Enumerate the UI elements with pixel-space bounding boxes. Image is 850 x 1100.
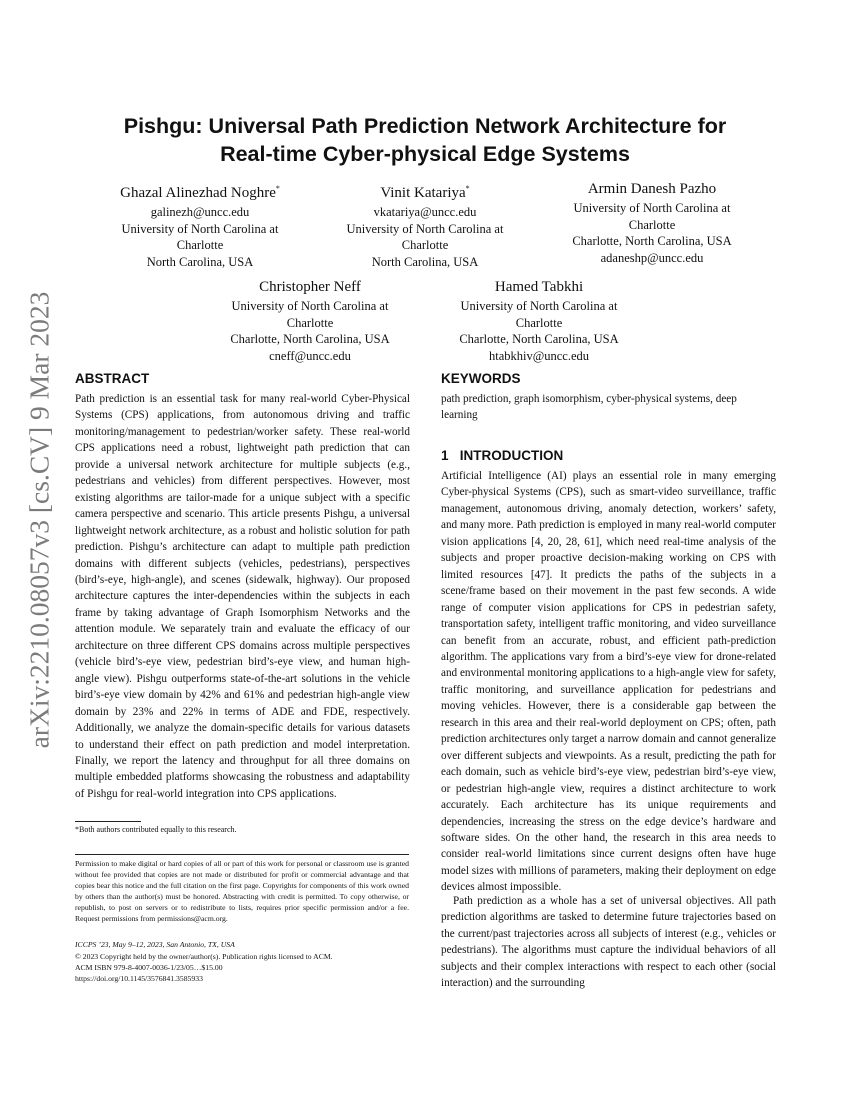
author-affiliation: University of North Carolina at (231, 299, 389, 313)
permission-notice: Permission to make digital or hard copies of all or part of this work for personal or classroom use is granted without fee provided that copies are not made or distributed for profit or commercial advantage and that copies bear this notice and the full citation on the first page. Copyrights for components of this work owned by others than the author(s) must be honored. Abstracting with credit is permitted. To copy otherwise, or republish, to post on servers or to redistribute to lists, requires prior specific permission and/or a fee. Request permissions from permissions@acm.org. (75, 859, 409, 924)
author-affiliation-cont: Charlotte (176, 238, 224, 252)
author-block-1 (90, 179, 310, 270)
isbn: ACM ISBN 979-8-4007-0036-1/23/05…$15.00 (75, 963, 223, 972)
author-affiliation-cont: Charlotte (401, 238, 449, 252)
author-affiliation: University of North Carolina at (573, 201, 731, 215)
author-block-2 (315, 179, 535, 270)
doi-link[interactable]: https://doi.org/10.1145/3576841.3585933 (75, 974, 203, 983)
introduction-paragraph-2: Path prediction as a whole has a set of universal objectives. All path prediction algorithms are tasked to determine future trajectories based on the current/past trajectories across all subjects of interest (e.g., vehicles or pedestrians). The algorithms must capture the individual behaviors of all subjects and their complex interactions with respect to each other (social interaction) and the surrounding (441, 895, 776, 990)
arxiv-sidebar-stamp (14, 290, 64, 750)
equal-contribution-footnote: *Both authors contributed equally to this research. (75, 825, 237, 834)
author-location: Charlotte, North Carolina, USA (230, 332, 390, 346)
introduction-paragraph-1: Artificial Intelligence (AI) plays an essential role in many emerging Cyber-physical Systems (CPS), such as smart-video surveillance, traffic management, autonomous driving, anomaly detection, workers’ safety, and many more. Path prediction is employed in many real-world computer vision applications [4, 20, 28, 61], which need real-time analysis of the subjects and proper proactive decision-making working on CPS with limited resources [47]. It predicts the paths of the subjects in a scene/frame based on their movement in the past few seconds. A wide range of computer vision applications for CPS in pedestrian safety, transportation safety, intelligent traffic monitoring, and video surveillance can benefit from an accurate, robust, and efficient path-prediction algorithm. The applications vary from a bird’s-eye view for drone-related and environmental monitoring applications to a high-angle view for safety, traffic monitoring, and surveillance application for pedestrians and moving vehicles. However, there is a considerable gap between the research in this area and their real-world deployment on CPS; often, path prediction architectures only target a narrow domain and cannot generalize over different subjects and viewpoints. As a result, predicting the path for each domain, such as vehicle bird’s-eye view, pedestrian bird’s-eye view, or pedestrian high-angle view, requires a distinct architecture to work accurately. Each architecture has its unique requirements and dependencies, increasing the stress on the edge device’s hardware and software sides. On the other hand, the research in this area needs to consider real-world limitations since current designs often have huge model sizes with millions of parameters, making their deployment on edge devices almost impossible. (441, 470, 776, 894)
title-line-2: Real-time Cyber-physical Edge Systems (220, 142, 630, 166)
author-email: vkatariya@uncc.edu (373, 205, 477, 219)
author-affiliation: University of North Carolina at (346, 221, 504, 236)
author-affiliation-cont: Charlotte (628, 217, 676, 232)
author-email: cneff@uncc.edu (269, 348, 351, 363)
author-email: galinezh@uncc.edu (150, 205, 250, 219)
keywords-heading: KEYWORDS (441, 371, 521, 386)
author-affiliation-cont: Charlotte (515, 315, 563, 330)
footnote-rule (75, 821, 141, 822)
author-name: Christopher Neff (259, 279, 361, 295)
author-name: Hamed Tabkhi (494, 279, 584, 295)
author-block-3 (542, 179, 762, 266)
author-block-5 (429, 277, 649, 364)
author-block-4 (200, 277, 420, 364)
author-location: North Carolina, USA (146, 254, 254, 269)
keywords-text: path prediction, graph isomorphism, cyber-physical systems, deep learning (441, 393, 737, 422)
author-name: Vinit Katariya* (380, 184, 470, 201)
arxiv-identifier: arXiv:2210.08057v3 [cs.CV] 9 Mar 2023 (23, 291, 54, 749)
author-email: adaneshp@uncc.edu (600, 250, 704, 265)
author-name: Ghazal Alinezhad Noghre* (120, 184, 280, 201)
permission-rule (75, 854, 409, 855)
title-line-1: Pishgu: Universal Path Prediction Network Architecture for (123, 114, 727, 138)
author-affiliation: University of North Carolina at (121, 221, 279, 236)
introduction-heading: 1 INTRODUCTION (441, 448, 564, 463)
paper-title (75, 112, 775, 168)
copyright-notice: © 2023 Copyright held by the owner/author(s). Publication rights licensed to ACM. (75, 952, 333, 961)
abstract-text: Path prediction is an essential task for many real-world Cyber-Physical Systems (CPS) applications, from autonomous driving and traffic monitoring/management to pedestrian/worker safety. These real-world CPS applications need a robust, lightweight path prediction that can provide a universal network architecture for multiple subjects (e.g., pedestrians and vehicles) from different perspectives. However, most existing algorithms are tailor-made for a unique subject with a specific camera perspective and scenario. This article presents Pishgu, a universal lightweight network architecture, as a robust and holistic solution for path prediction. Pishgu’s architecture can adapt to multiple path prediction domains with different subjects (vehicles, pedestrians), perspectives (bird’s-eye, high-angle), and scenes (sidewalk, highway). Our proposed architecture captures the inter-dependencies within the subjects in each frame by taking advantage of Graph Isomorphism Networks and the attention module. We separately train and evaluate the efficacy of our architecture on three different CPS domains across multiple perspectives (vehicle bird’s-eye view, pedestrian bird’s-eye view, and human high-angle view). Pishgu outperforms state-of-the-art solutions in the vehicle bird’s-eye view domain by 42% and 61% and pedestrian high-angle view domain by 23% and 22% in terms of ADE and FDE, respectively. Additionally, we analyze the domain-specific details for various datasets to understand their effect on path prediction and model interpretation. Finally, we report the latency and throughput for all three domains on multiple embedded platforms showcasing the robustness and adaptability of Pishgu for real-world integration into CPS applications. (75, 393, 410, 800)
author-location: Charlotte, North Carolina, USA (459, 332, 619, 346)
author-email: htabkhiv@uncc.edu (488, 348, 590, 363)
author-affiliation-cont: Charlotte (286, 315, 334, 330)
author-location: Charlotte, North Carolina, USA (572, 234, 732, 248)
author-name: Armin Danesh Pazho (587, 181, 717, 197)
author-affiliation: University of North Carolina at (460, 299, 618, 313)
conference-info: ICCPS ’23, May 9–12, 2023, San Antonio, TX, USA (75, 940, 235, 949)
abstract-heading: ABSTRACT (75, 371, 150, 386)
author-location: North Carolina, USA (371, 254, 479, 269)
